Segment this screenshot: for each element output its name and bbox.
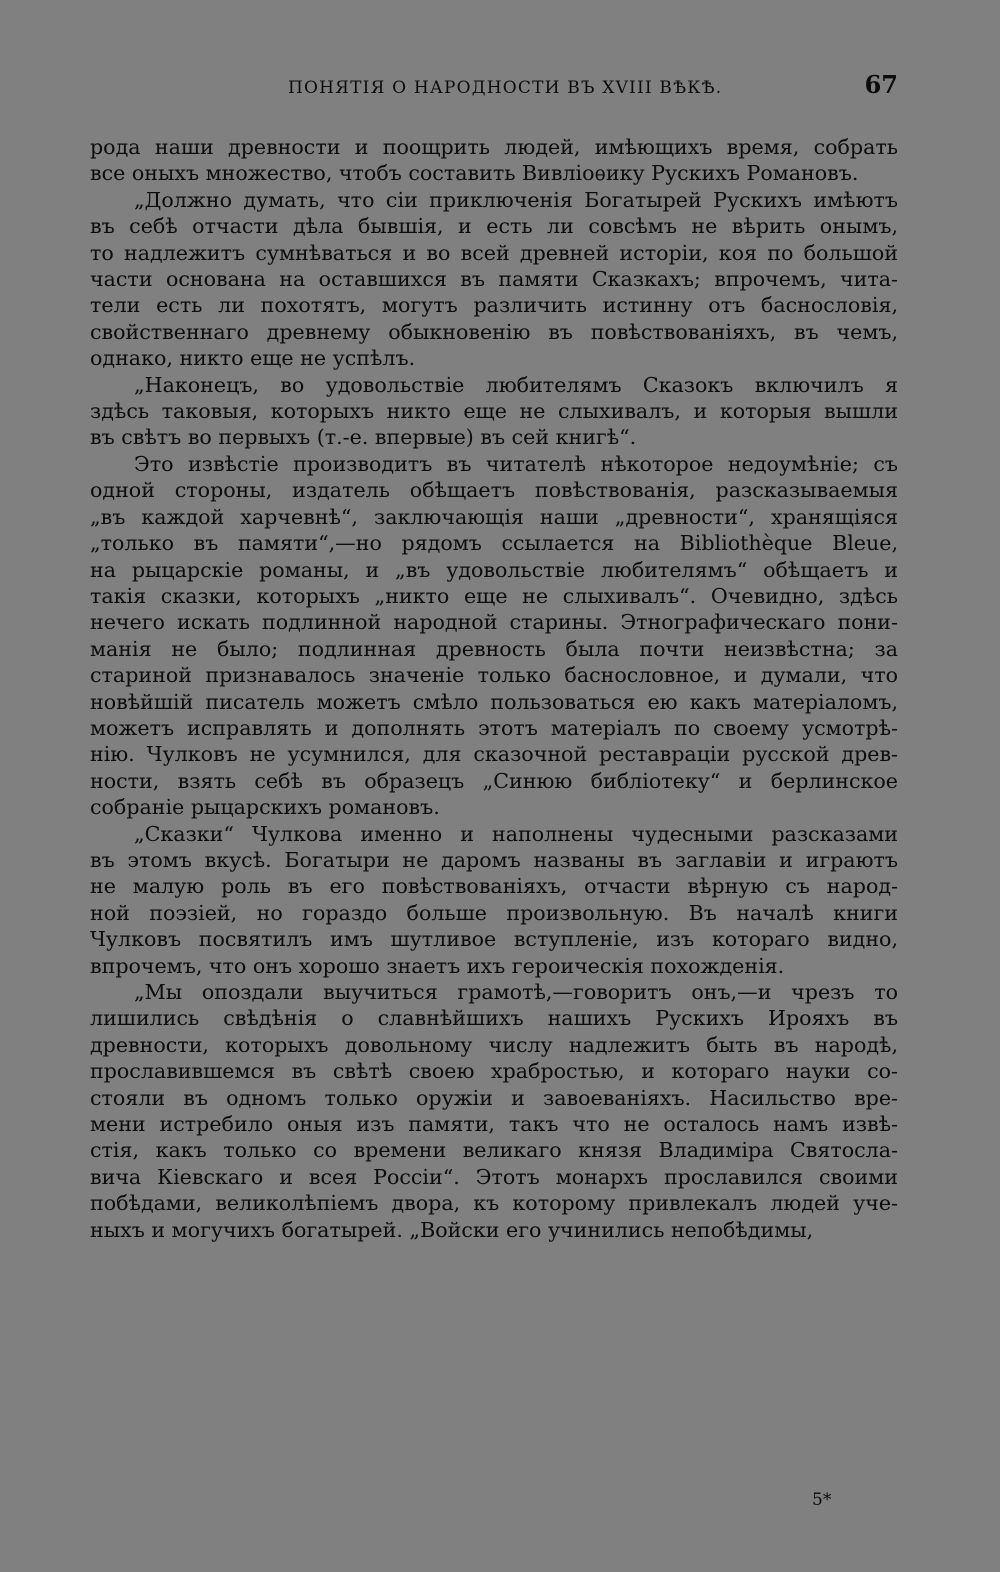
text-line: въ себѣ отчасти дѣла бывшія, и есть ли совсѣмъ не вѣрить онымъ, <box>90 214 898 239</box>
signature-mark: 5* <box>812 1490 832 1510</box>
text-line: манія не было; подлинная древность была почти неизвѣстна; за <box>90 636 898 661</box>
text-line: мени истребило оныя изъ памяти, такъ что не осталось намъ извѣ- <box>90 1112 898 1137</box>
text-line: впрочемъ, что онъ хорошо знаетъ ихъ героическія похожденія. <box>90 953 785 978</box>
text-line: части основана на оставшихся въ памяти Сказкахъ; впрочемъ, чита- <box>90 267 898 292</box>
text-line: не малую роль въ его повѣствованіяхъ, отчасти вѣрную съ народ- <box>90 874 898 899</box>
text-line: однако, никто еще не успѣлъ. <box>90 346 416 371</box>
text-line: все оныхъ множество, чтобъ составить Вивліоѳику Рускихъ Романовъ. <box>90 161 859 186</box>
text-line: лишились свѣдѣнія о славнѣйшихъ нашихъ Рускихъ Ирояхъ въ <box>90 1006 898 1031</box>
text-line: свойственнаго древнему обыкновенію въ повѣствованіяхъ, въ чемъ, <box>90 319 898 344</box>
text-line: можетъ исправлять и дополнять этотъ матеріалъ по своему усмотрѣ- <box>90 715 898 740</box>
text-line: въ этомъ вкусѣ. Богатыри не даромъ названы въ заглавіи и играютъ <box>90 847 898 872</box>
paragraph <box>90 451 898 821</box>
text-line: рода наши древности и поощрить людей, имѣющихъ время, собрать <box>90 135 898 159</box>
paragraph <box>90 821 898 979</box>
text-line: вича Кіевскаго и всея Россіи“. Этотъ монархъ прославился своими <box>90 1164 898 1189</box>
text-line: ной поэзіей, но гораздо больше произвольную. Въ началѣ книги <box>90 900 898 925</box>
text-line: то надлежитъ сумнѣваться и во всей древней исторіи, коя по большой <box>90 240 898 265</box>
body-text <box>90 134 898 1243</box>
running-title: ПОНЯТІЯ О НАРОДНОСТИ ВЪ XVIII ВѢКѢ. <box>288 78 723 98</box>
text-line: на рыцарскіе романы, и „въ удовольствіе любителямъ“ обѣщаетъ и <box>90 557 898 582</box>
page-header <box>90 70 898 110</box>
book-page <box>90 0 898 1572</box>
text-line: стариной признавалось значеніе только баснословное, и думали, что <box>90 663 898 688</box>
text-line: нію. Чулковъ не усумнился, для сказочной реставраціи русской древ- <box>90 742 898 767</box>
text-line: „только въ памяти“,—но рядомъ ссылается на Bibliothèque Bleue, <box>90 531 898 556</box>
text-line: новѣйшій писатель можетъ смѣло пользоваться ею какъ матеріаломъ, <box>90 689 898 714</box>
text-line: „въ каждой харчевнѣ“, заключающія наши „древности“, хранящіяся <box>90 504 898 529</box>
text-line: Это извѣстіе производитъ въ читателѣ нѣкоторое недоумѣніе; съ <box>134 451 898 476</box>
text-line: ности, взять себѣ въ образецъ „Синюю библіотеку“ и берлинское <box>90 768 898 793</box>
text-line: ныхъ и могучихъ богатырей. „Войски его учинились непобѣдимы, <box>90 1217 814 1242</box>
text-line: стояли въ одномъ только оружіи и завоеваніяхъ. Насильство вре- <box>90 1085 898 1110</box>
text-line: одной стороны, издатель обѣщаетъ повѣствованія, разсказываемыя <box>90 478 898 503</box>
paragraph <box>90 979 898 1243</box>
text-line: тели есть ли похотятъ, могутъ различить истинну отъ баснословія, <box>90 293 898 318</box>
page-number: 67 <box>864 70 898 99</box>
paragraph <box>90 187 898 372</box>
paragraph <box>90 134 898 187</box>
text-line: „Должно думать, что сіи приключенія Богатырей Рускихъ имѣютъ <box>134 187 898 212</box>
text-line: „Сказки“ Чулкова именно и наполнены чудесными разсказами <box>134 821 898 846</box>
text-line: „Наконецъ, во удовольствіе любителямъ Сказокъ включилъ я <box>134 372 898 397</box>
text-line: стія, какъ только со времени великаго князя Владиміра Святосла- <box>90 1138 898 1163</box>
text-line: побѣдами, великолѣпіемъ двора, къ которому привлекалъ людей уче- <box>90 1191 898 1216</box>
text-line: такія сказки, которыхъ „никто еще не слыхивалъ“. Очевидно, здѣсь <box>90 583 898 608</box>
text-line: Чулковъ посвятилъ имъ шутливое вступленіе, изъ котораго видно, <box>90 927 898 952</box>
text-line: „Мы опоздали выучиться грамотѣ,—говоритъ онъ,—и чрезъ то <box>134 980 898 1004</box>
text-line: въ свѣтъ во первыхъ (т.-е. впервые) въ сей книгѣ“. <box>90 425 637 450</box>
text-line: собраніе рыцарскихъ романовъ. <box>90 795 440 820</box>
text-line: нечего искать подлинной народной старины. Этнографическаго пони- <box>90 610 898 635</box>
paragraph <box>90 372 898 451</box>
text-line: здѣсь таковыя, которыхъ никто еще не слыхивалъ, и которыя вышли <box>90 399 898 424</box>
text-line: прославившемся въ свѣтѣ своею храбростью, и котораго науки со- <box>90 1059 898 1084</box>
text-line: древности, которыхъ довольному числу надлежитъ быть въ народѣ, <box>90 1032 898 1057</box>
